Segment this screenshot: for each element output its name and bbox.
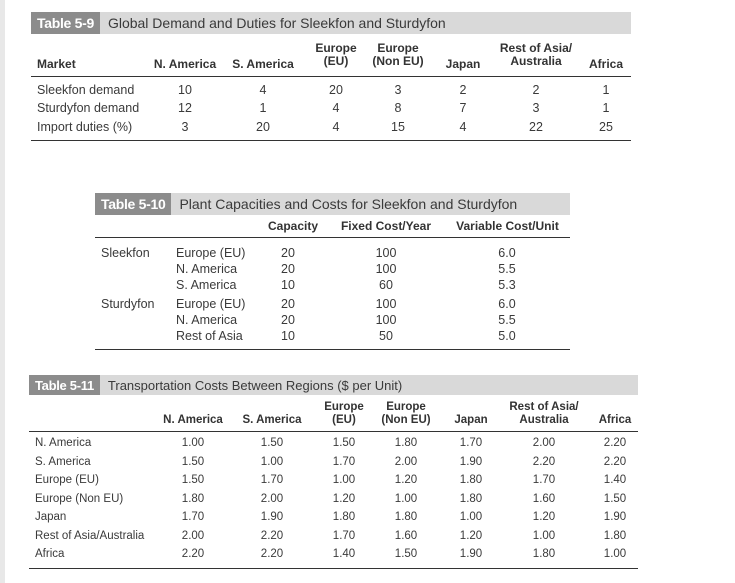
table-cell: 1.80: [459, 474, 483, 486]
column-header: Japan: [454, 414, 488, 426]
table-cell: 100: [375, 313, 397, 327]
table-cell: 2.00: [532, 437, 556, 449]
table-cell: 20: [256, 120, 270, 134]
table-cell: 10: [281, 329, 295, 343]
table-cell: 20: [281, 313, 295, 327]
product-label: Sturdyfon: [101, 297, 155, 311]
column-header: Europe (EU): [315, 41, 357, 68]
table-cell: 1.60: [394, 529, 418, 542]
table-cell: 2.20: [260, 548, 284, 560]
table-cell: 1.70: [332, 529, 356, 542]
table-title: Transportation Costs Between Regions ($ per Unit): [107, 377, 403, 393]
table-cell: 2.20: [603, 437, 627, 449]
table-cell: 1.70: [459, 437, 483, 449]
table-cell: 6.0: [498, 297, 516, 311]
table-cell: 1.90: [459, 455, 483, 468]
table-cell: 8: [394, 101, 402, 115]
table-title: Plant Capacities and Costs for Sleekfon and Sturdyfon: [179, 196, 518, 212]
table-5-11: [29, 375, 638, 570]
table-cell: 2.00: [181, 529, 205, 542]
table-cell: 1.50: [181, 455, 205, 468]
table-cell: 1.70: [332, 455, 356, 468]
column-header: Europe (Non EU): [372, 41, 424, 68]
table-cell: 1.00: [260, 455, 284, 468]
table-cell: 100: [375, 262, 397, 276]
rule-line: [95, 237, 570, 238]
row-label: Europe (EU): [35, 474, 99, 486]
table-5-9: [31, 12, 631, 147]
table-cell: 50: [379, 329, 393, 343]
plant-location: N. America: [176, 313, 238, 327]
column-header: Capacity: [267, 219, 319, 233]
table-cell: 1.80: [459, 492, 483, 505]
table-cell: 10: [281, 278, 295, 292]
product-label: Sleekfon: [101, 246, 150, 260]
table-cell: 5.5: [498, 262, 516, 276]
table-cell: 1.50: [181, 474, 205, 486]
table-cell: 60: [379, 278, 393, 292]
plant-location: Rest of Asia: [176, 329, 243, 343]
row-label: N. America: [35, 437, 92, 449]
table-title-bar: [31, 12, 631, 34]
rule-line: [31, 76, 631, 77]
table-cell: 1.50: [332, 437, 356, 449]
column-header: Africa: [588, 57, 623, 71]
table-cell: 5.0: [498, 329, 516, 343]
table-number-badge: Table 5-11: [29, 375, 100, 395]
column-header: Rest of Asia/ Australia: [509, 401, 579, 426]
column-header: Europe (EU): [324, 401, 364, 426]
table-cell: 1: [602, 83, 610, 97]
table-cell: 2.00: [260, 492, 284, 505]
rule-line: [29, 568, 638, 569]
table-cell: 1: [602, 101, 610, 115]
table-cell: 2.20: [532, 455, 556, 468]
table-cell: 22: [529, 120, 543, 134]
row-label: Sturdyfon demand: [37, 101, 140, 115]
rule-line: [95, 349, 570, 350]
table-cell: 20: [281, 262, 295, 276]
table-cell: 1: [259, 101, 267, 115]
table-cell: 1.80: [394, 511, 418, 523]
column-header: Fixed Cost/Year: [340, 219, 432, 233]
table-cell: 5.5: [498, 313, 516, 327]
row-label: Sleekfon demand: [37, 83, 135, 97]
table-cell: 6.0: [498, 246, 516, 260]
table-cell: 2.20: [260, 529, 284, 542]
table-cell: 3: [532, 101, 540, 115]
table-cell: 1.40: [603, 474, 627, 486]
table-cell: 2: [532, 83, 540, 97]
table-cell: 1.70: [181, 511, 205, 523]
table-cell: 1.70: [260, 474, 284, 486]
table-cell: 1.20: [332, 492, 356, 505]
table-cell: 1.20: [532, 511, 556, 523]
table-cell: 20: [281, 297, 295, 311]
table-cell: 100: [375, 246, 397, 260]
table-cell: 2.00: [394, 455, 418, 468]
table-cell: 3: [394, 83, 402, 97]
table-5-10: [95, 193, 570, 353]
table-cell: 2.20: [603, 455, 627, 468]
table-cell: 1.60: [532, 492, 556, 505]
table-cell: 12: [178, 101, 192, 115]
table-number-badge: Table 5-10: [95, 193, 171, 215]
table-title-bar: [29, 375, 638, 395]
column-header: Variable Cost/Unit: [456, 219, 559, 233]
table-cell: 1.80: [394, 437, 418, 449]
row-label: Japan: [35, 511, 67, 523]
column-header: N. America: [163, 414, 223, 426]
table-cell: 1.80: [532, 548, 556, 560]
row-label: Europe (Non EU): [35, 492, 124, 505]
table-cell: 1.80: [181, 492, 205, 505]
table-cell: 1.40: [332, 548, 356, 560]
column-header: Rest of Asia/ Australia: [499, 41, 573, 68]
plant-location: N. America: [176, 262, 238, 276]
rule-line: [29, 431, 638, 432]
row-label: Africa: [35, 548, 65, 560]
table-title-bar: [95, 193, 570, 215]
table-cell: 100: [375, 297, 397, 311]
table-cell: 10: [178, 83, 192, 97]
table-cell: 4: [459, 120, 467, 134]
table-cell: 15: [391, 120, 405, 134]
table-cell: 1.80: [603, 529, 627, 542]
table-cell: 1.00: [459, 511, 483, 523]
table-cell: 1.90: [459, 548, 483, 560]
plant-location: Europe (EU): [176, 246, 246, 260]
column-header: Africa: [598, 414, 632, 426]
row-label: Import duties (%): [37, 120, 133, 134]
row-label: S. America: [35, 455, 91, 468]
table-cell: 1.70: [532, 474, 556, 486]
plant-location: Europe (EU): [176, 297, 246, 311]
table-cell: 1.20: [459, 529, 483, 542]
table-cell: 4: [259, 83, 267, 97]
table-cell: 5.3: [498, 278, 516, 292]
table-cell: 1.80: [332, 511, 356, 523]
table-cell: 4: [332, 101, 340, 115]
table-cell: 1.50: [603, 492, 627, 505]
table-cell: 1.00: [532, 529, 556, 542]
table-title: Global Demand and Duties for Sleekfon and Sturdyfon: [107, 15, 446, 31]
table-cell: 20: [329, 83, 343, 97]
column-header: S. America: [232, 57, 294, 71]
rule-line: [31, 140, 631, 141]
column-header: Japan: [445, 57, 481, 71]
table-cell: 1.00: [181, 437, 205, 449]
table-cell: 1.50: [394, 548, 418, 560]
column-header: S. America: [242, 414, 302, 426]
table-cell: 1.00: [332, 474, 356, 486]
table-cell: 7: [459, 101, 467, 115]
row-label: Rest of Asia/Australia: [35, 529, 145, 542]
table-cell: 2: [459, 83, 467, 97]
table-cell: 25: [599, 120, 613, 134]
page-edge: [0, 0, 5, 583]
table-cell: 1.50: [260, 437, 284, 449]
table-cell: 3: [181, 120, 189, 134]
table-cell: 4: [332, 120, 340, 134]
table-cell: 1.00: [603, 548, 627, 560]
table-number-badge: Table 5-9: [31, 12, 100, 34]
column-header: Europe (Non EU): [381, 401, 431, 426]
table-cell: 1.20: [394, 474, 418, 486]
table-cell: 2.20: [181, 548, 205, 560]
column-header: Market: [37, 57, 76, 71]
table-cell: 1.90: [603, 511, 627, 523]
plant-location: S. America: [176, 278, 237, 292]
table-cell: 20: [281, 246, 295, 260]
column-header: N. America: [153, 57, 217, 71]
table-cell: 1.00: [394, 492, 418, 505]
table-cell: 1.90: [260, 511, 284, 523]
